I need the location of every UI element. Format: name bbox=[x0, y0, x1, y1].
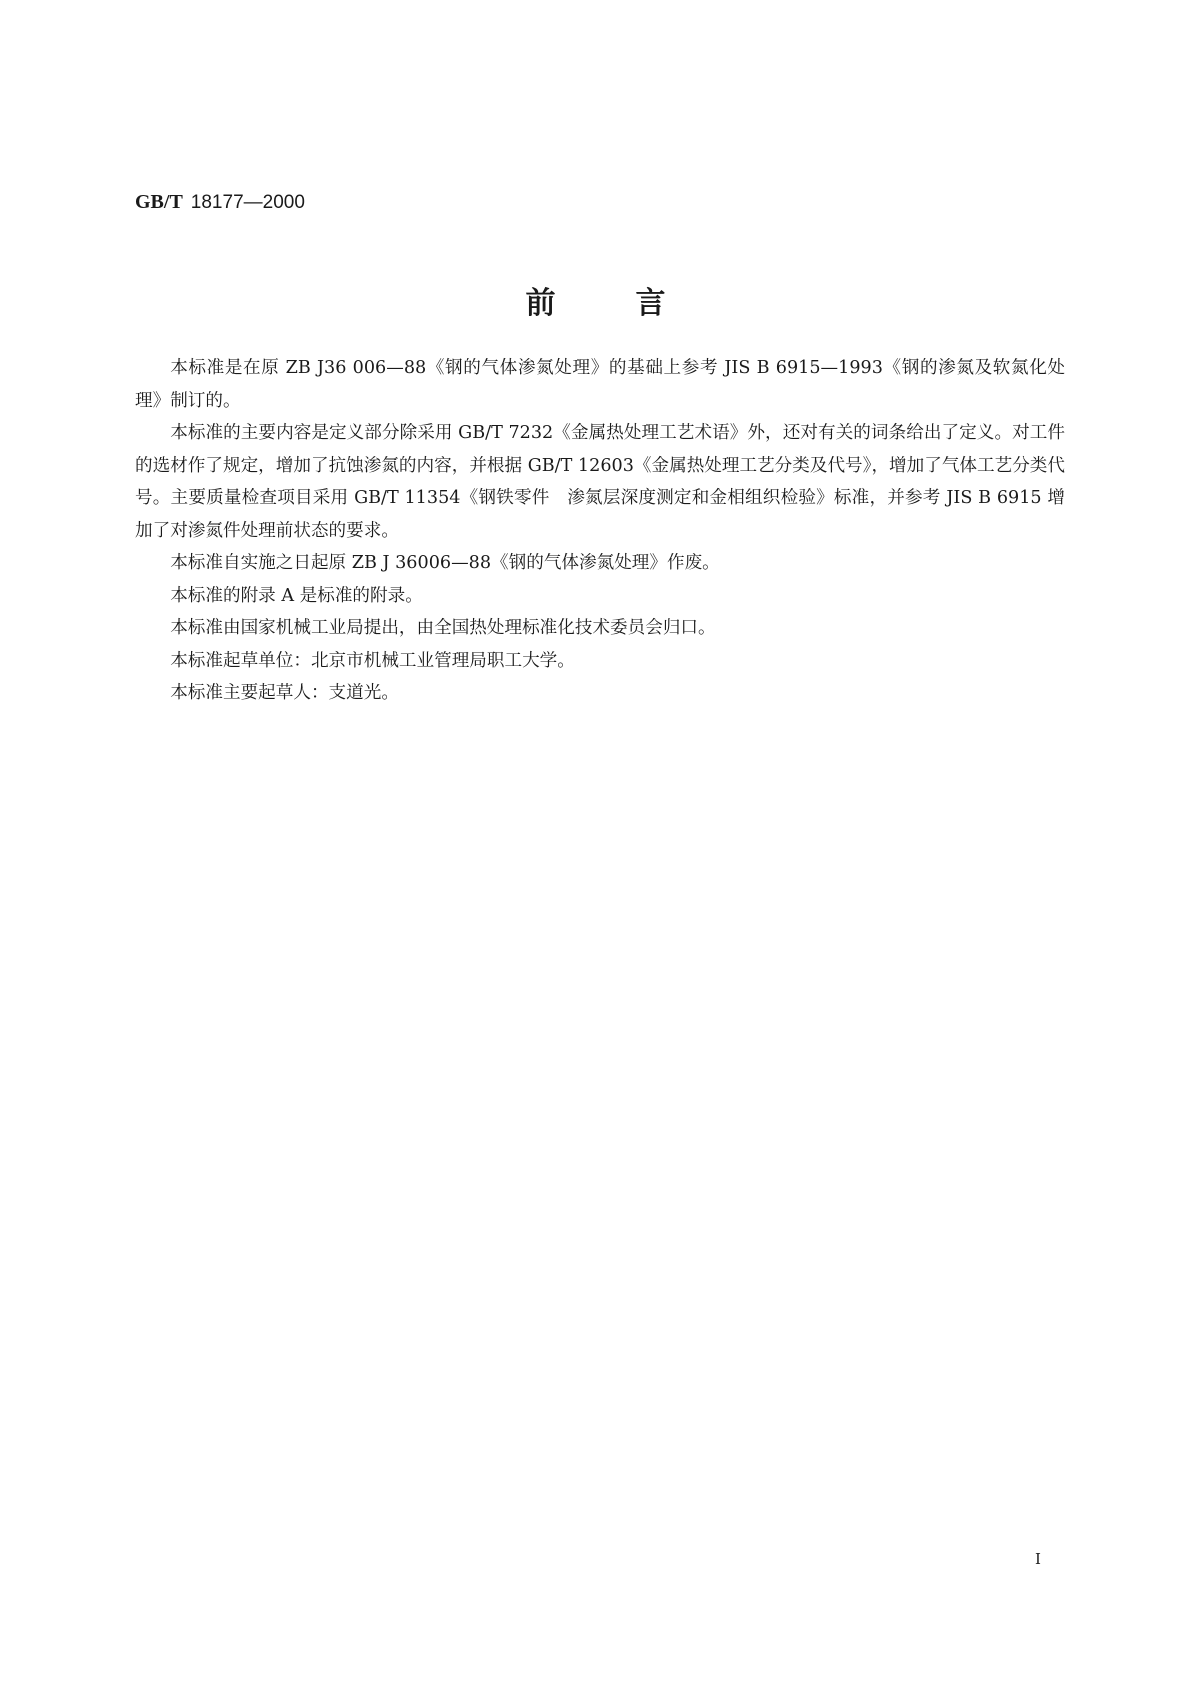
paragraph: 本标准是在原 ZB J36 006—88《钢的气体渗氮处理》的基础上参考 JIS B 6915—1993《钢的渗氮及软氮化处理》制订的。 bbox=[135, 358, 1065, 411]
standard-code bbox=[135, 190, 305, 215]
foreword-body bbox=[135, 352, 1065, 710]
paragraph: 本标准由国家机械工业局提出，由全国热处理标准化技术委员会归口。 bbox=[170, 618, 716, 638]
paragraph: 本标准的附录 A 是标准的附录。 bbox=[170, 585, 423, 606]
paragraph: 本标准自实施之日起原 ZB J 36006—88《钢的气体渗氮处理》作废。 bbox=[170, 553, 720, 573]
standard-prefix: GB/T bbox=[135, 191, 183, 213]
page-number: I bbox=[1035, 1550, 1041, 1568]
section-title: 前言 bbox=[525, 286, 746, 321]
paragraph: 本标准的主要内容是定义部分除采用 GB/T 7232《金属热处理工艺术语》外，还对有关的词条给出了定义。对工件的选材作了规定，增加了抗蚀渗氮的内容，并根据 GB/T 12603《金属热处理工艺分类及代号》，增加了气体工艺分类代号。主要质量检查项目采用 GB/T 11354《钢铁零件 渗氮层深度测定和金相组织检验》标准，并参考 JIS B 6915 增加了对渗氮件处理前状态的要求。 bbox=[135, 423, 1065, 541]
paragraph: 本标准主要起草人：支道光。 bbox=[170, 683, 399, 703]
standard-number: 18177—2000 bbox=[190, 192, 305, 213]
paragraph: 本标准起草单位：北京市机械工业管理局职工大学。 bbox=[170, 650, 575, 671]
